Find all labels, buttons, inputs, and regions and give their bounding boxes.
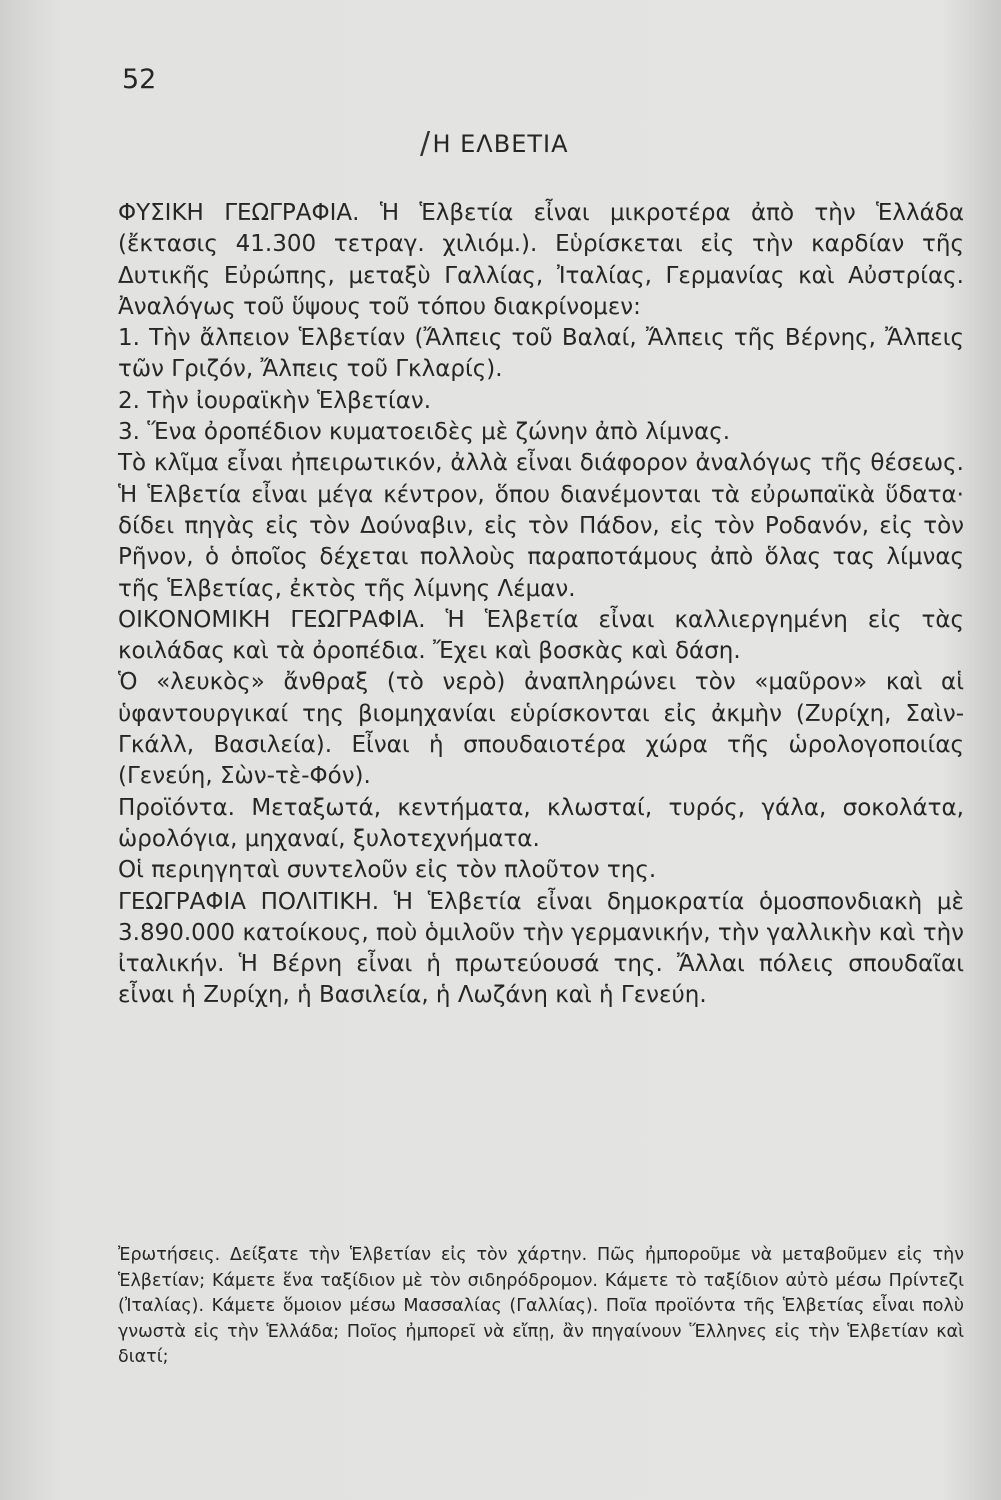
chapter-title: / Η ΕΛΒΕΤΙΑ xyxy=(0,130,1001,158)
paragraph-jura: 2. Τὴν ἰουραϊκὴν Ἑλβετίαν. xyxy=(118,387,432,414)
paragraph-industry: Ὁ «λευκὸς» ἄνθραξ (τὸ νερὸ) ἀναπληρώνει τὸν «μαῦρον» καὶ αἱ ὑφαντουργικαί της βιομηχανίαι εὑρίσκονται εἰς ἀκμὴν (Ζυρίχη, Σαὶν-Γκάλλ, Βασιλεία). Εἶναι ἡ σπουδαιοτέρα χώρα τῆς ὡρολογοποιίας (Γενεύη, Σὼν-τὲ-Φόν). xyxy=(118,669,964,790)
paragraph-political-geography: ΓΕΩΓΡΑΦΙΑ ΠΟΛΙΤΙΚΗ. Ἡ Ἑλβετία εἶναι δημοκρατία ὁμοσπονδιακὴ μὲ 3.890.000 κατοίκους, ποὺ ὁμιλοῦν τὴν γερμανικήν, τὴν γαλλικὴν καὶ τὴν ἰταλικήν. Ἡ Βέρνη εἶναι ἡ πρωτεύουσά της. Ἄλλαι πόλεις σπουδαῖαι εἶναι ἡ Ζυρίχη, ἡ Βασιλεία, ἡ Λωζάνη καὶ ἡ Γενεύη. xyxy=(118,888,964,1009)
paragraph-plateau: 3. Ἕνα ὀροπέδιον κυματοειδὲς μὲ ζώνην ἀπὸ λίμνας. xyxy=(118,419,731,446)
questions-text: Ἐρωτήσεις. Δείξατε τὴν Ἑλβετίαν εἰς τὸν χάρτην. Πῶς ἠμποροῦμε νὰ μεταβοῦμεν εἰς τὴν Ἑλβετίαν; Κάμετε ἕνα ταξίδιον μὲ τὸν σιδηρόδρομον. Κάμετε τὸ ταξίδιον αὐτὸ μέσω Πρίντεζι (Ἰταλίας). Κάμετε ὅμοιον μέσω Μασσαλίας (Γαλλίας). Ποῖα προϊόντα τῆς Ἑλβετίας εἶναι πολὺ γνωστὰ εἰς τὴν Ἑλλάδα; Ποῖος ἠμπορεῖ νὰ εἴπῃ, ἂν πηγαίνουν Ἕλληνες εἰς τὴν Ἑλβετίαν καὶ διατί; xyxy=(118,1245,964,1367)
page-number: 52 xyxy=(122,64,157,95)
paragraph-climate: Τὸ κλῖμα εἶναι ἠπειρωτικόν, ἀλλὰ εἶναι διάφορον ἀναλόγως τῆς θέσεως. Ἡ Ἑλβετία εἶναι μέγα κέντρον, ὅπου διανέμονται τὰ εὐρωπαϊκὰ ὕδατα· δίδει πηγὰς εἰς τὸν Δούναβιν, εἰς τὸν Πάδον, εἰς τὸν Ροδανόν, εἰς τὸν Ρῆνον, ὁ ὁποῖος δέχεται πολλοὺς παραποτάμους ἀπὸ ὅλας τας λίμνας τῆς Ἑλβετίας, ἐκτὸς τῆς λίμνης Λέμαν. xyxy=(118,450,964,602)
paragraph-alpine: 1. Τὴν ἄλπειον Ἑλβετίαν (Ἄλπεις τοῦ Βαλαί, Ἄλπεις τῆς Βέρνης, Ἄλπεις τῶν Γριζόν, Ἄλπεις τοῦ Γκλαρίς). xyxy=(118,325,964,383)
paragraph-products: Προϊόντα. Μεταξωτά, κεντήματα, κλωσταί, τυρός, γάλα, σοκολάτα, ὡρολόγια, μηχαναί, ξυλοτεχνήματα. xyxy=(118,794,964,852)
paragraph-economic-geography: ΟΙΚΟΝΟΜΙΚΗ ΓΕΩΓΡΑΦΙΑ. Ἡ Ἑλβετία εἶναι καλλιεργημένη εἰς τὰς κοιλάδας καὶ τὰ ὀροπέδια. Ἔχει καὶ βοσκὰς καὶ δάση. xyxy=(118,606,964,665)
main-text xyxy=(118,198,964,1012)
questions-section xyxy=(118,1243,964,1371)
paragraph-physical-geography: ΦΥΣΙΚΗ ΓΕΩΓΡΑΦΙΑ. Ἡ Ἑλβετία εἶναι μικροτέρα ἀπὸ τὴν Ἑλλάδα (ἔκτασις 41.300 τετραγ. χιλιόμ.). Εὑρίσκεται εἰς τὴν καρδίαν τῆς Δυτικῆς Εὐρώπης, μεταξὺ Γαλλίας, Ἰταλίας, Γερμανίας καὶ Αὐστρίας. Ἀναλόγως τοῦ ὕψους τοῦ τόπου διακρίνομεν: xyxy=(118,200,964,320)
paragraph-tourists: Οἱ περιηγηταὶ συντελοῦν εἰς τὸν πλοῦτον της. xyxy=(118,857,657,884)
